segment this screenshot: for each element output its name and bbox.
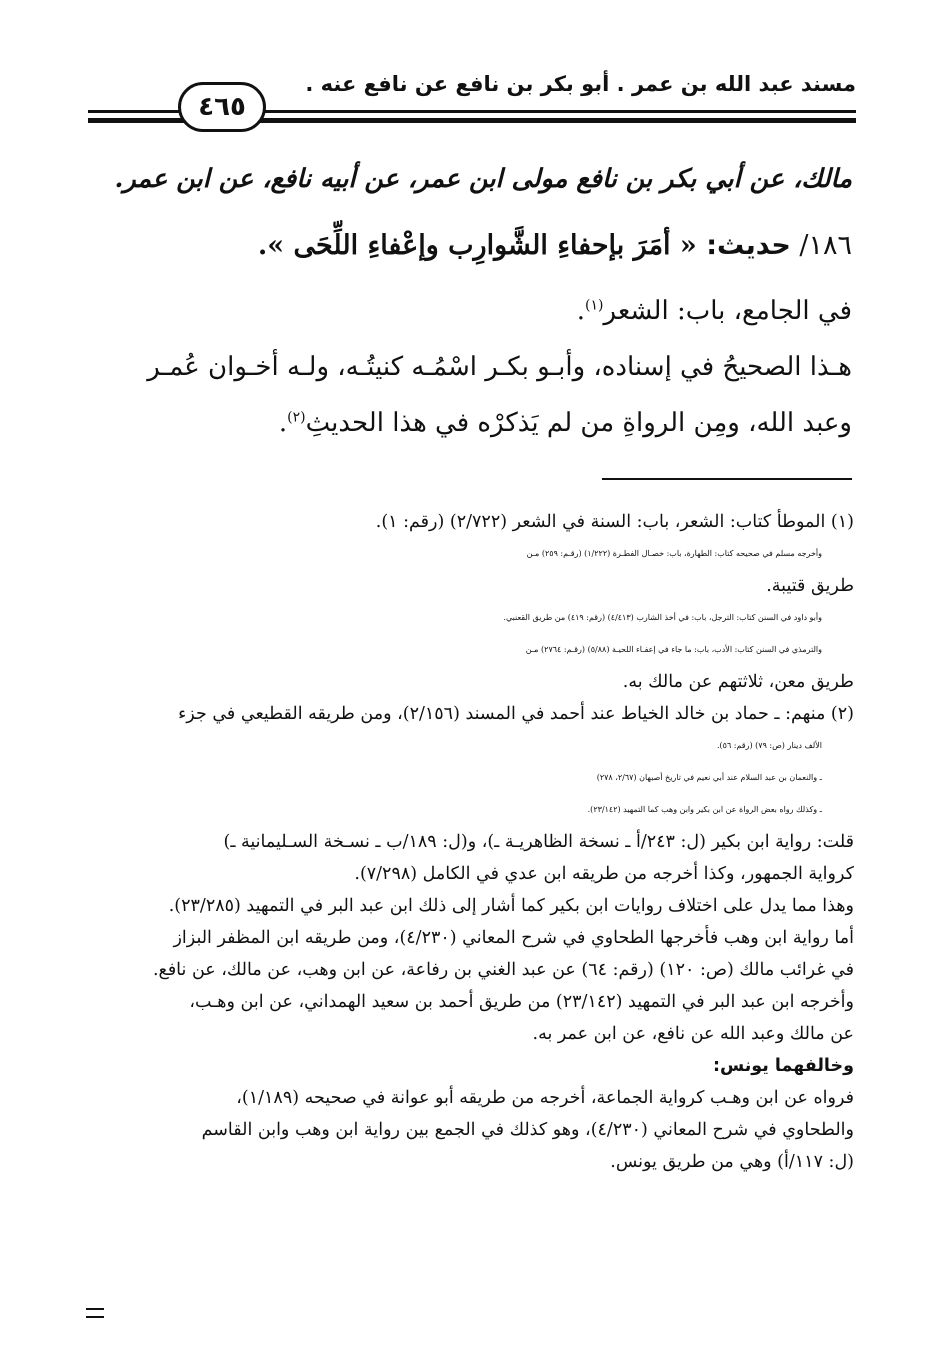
source-text: في الجامع، باب: الشعر xyxy=(603,296,852,326)
footnote-line: ـ والنعمان بن عبد السلام عند أبي نعيم في تاريخ أصبهان (٢/٦٧، ٢٧٨) xyxy=(596,773,822,782)
source-period: . xyxy=(576,296,585,326)
hadith-heading xyxy=(258,230,852,261)
footnote-line: وأخرجه ابن عبد البر في التمهيد (٢٣/١٤٢) من طريق أحمد بن سعيد الهمداني، عن ابن وهـب، xyxy=(189,992,854,1012)
footnote-line: وأبو داود في السنن كتاب: الترجل، باب: في أخذ الشارب (٤/٤١٣) (رقم: ٤١٩) من طريق القعنبي. xyxy=(503,613,822,622)
footnote-line: وأخرجه مسلم في صحيحه كتاب: الطهارة، باب: خصـال الفطـرة (١/٢٢٢) (رقـم: ٢٥٩) مـن xyxy=(526,549,822,558)
body-line-2 xyxy=(279,408,852,438)
footnote-line: طريق قتيبة. xyxy=(766,576,854,596)
footnote-line: (١) الموطأ كتاب: الشعر، باب: السنة في الشعر (٢/٧٢٢) (رقم: ١). xyxy=(375,512,854,532)
hadith-number: ١٨٦/ xyxy=(790,230,852,261)
footnote-line: عن مالك وعبد الله عن نافع، عن ابن عمر به. xyxy=(532,1024,854,1044)
footnote-line: الألف دينار (ص: ٧٩) (رقم: ٥٦). xyxy=(716,741,822,750)
page-end-mark xyxy=(86,1308,104,1318)
footnote-line: قلت: رواية ابن بكير (ل: ٢٤٣/أ ـ نسخة الظاهريـة ـ)، و(ل: ١٨٩/ب ـ نسـخة السـليمانية ـ) xyxy=(223,832,854,852)
page-number: ٤٦٥ xyxy=(178,82,266,132)
source-line xyxy=(577,296,852,326)
hadith-label: حديث: xyxy=(696,230,791,261)
footnote-line: ـ وكذلك رواه بعض الرواة عن ابن بكير وابن وهب كما التمهيد (٢٣/١٤٢). xyxy=(587,805,822,814)
footnote-line: (ل: ١١٧/أ) وهي من طريق يونس. xyxy=(610,1152,854,1172)
footnote-line: في غرائب مالك (ص: ١٢٠) (رقم: ٦٤) عن عبد الغني بن رفاعة، عن ابن وهب، عن مالك، عن نافع. xyxy=(152,960,854,980)
footnote-line: وهذا مما يدل على اختلاف روايات ابن بكير كما أشار إلى ذلك ابن عبد البر في التمهيد (٢٣/٢٨٥). xyxy=(168,896,854,916)
footnote-line: وخالفهما يونس: xyxy=(712,1056,854,1076)
footnotes xyxy=(100,506,854,1178)
footnote-ref-1: (١) xyxy=(585,297,604,314)
footnote-line: (٢) منهم: ـ حماد بن خالد الخياط عند أحمد في المسند (٢/١٥٦)، ومن طريقه القطيعي في جزء xyxy=(178,704,854,724)
isnad-chain: مالك، عن أبي بكر بن نافع مولى ابن عمر، عن أبيه نافع، عن ابن عمر. xyxy=(114,164,852,194)
footnote-line: والترمذي في السنن كتاب: الأدب، باب: ما جاء في إعفـاء اللحيـة (٥/٨٨) (رقـم: ٢٧٦٤) مـن xyxy=(525,645,822,654)
body-period: . xyxy=(278,408,288,438)
footnote-line: فرواه عن ابن وهـب كرواية الجماعة، أخرجه من طريقه أبو عوانة في صحيحه (١/١٨٩)، xyxy=(236,1088,854,1108)
hadith-text: « أمَرَ بإحفاءِ الشَّوارِب وإعْفاءِ اللِّحَى ». xyxy=(257,230,697,261)
footnote-ref-2: (٢) xyxy=(287,409,306,426)
body-line-1: هـذا الصحيحُ في إسناده، وأبـو بكـر اسْمُـه كنيتُـه، ولـه أخـوان عُمـر xyxy=(147,352,852,382)
footnote-line: أما رواية ابن وهب فأخرجها الطحاوي في شرح المعاني (٤/٢٣٠)، ومن طريقه ابن المظفر البزاز xyxy=(173,928,854,948)
running-head: مسند عبد الله بن عمر . أبو بكر بن نافع عن نافع عنه . xyxy=(305,72,856,96)
footnote-line: كرواية الجمهور، وكذا أخرجه من طريقه ابن عدي في الكامل (٧/٢٩٨). xyxy=(354,864,854,884)
body-line-2-text: وعبد الله، ومِن الرواةِ من لم يَذكرْه في هذا الحديثِ xyxy=(305,408,852,438)
footnote-separator xyxy=(602,478,852,480)
footnote-line: والطحاوي في شرح المعاني (٤/٢٣٠)، وهو كذلك في الجمع بين رواية ابن وهب وابن القاسم xyxy=(201,1120,854,1140)
footnote-line: طريق معن، ثلاثتهم عن مالك به. xyxy=(622,672,854,692)
